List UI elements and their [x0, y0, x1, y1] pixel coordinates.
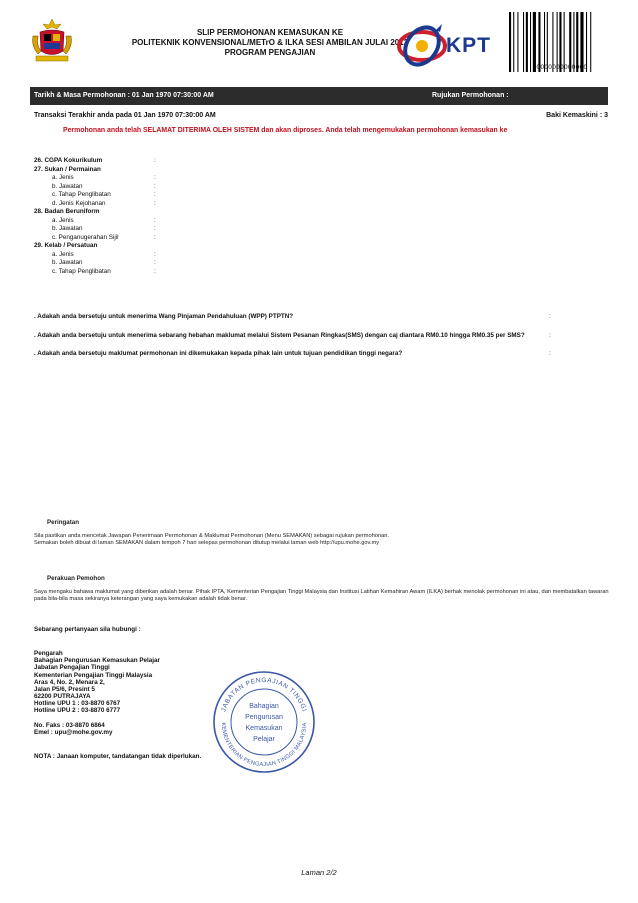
declaration-line-2: pada bila-bila masa sekiranya keterangan yang saya kemukakan adalah tidak benar. — [34, 596, 248, 603]
contact-address-line-4: Kementerian Pengajian Tinggi Malaysia — [34, 671, 153, 679]
cocurriculum-row — [34, 268, 434, 276]
malaysia-coat-of-arms-logo — [30, 18, 74, 64]
cocurriculum-label: b. Jawatan — [52, 259, 83, 266]
cocurriculum-label: c. Penganugerahan Sijil — [52, 233, 119, 241]
barcode-bar — [523, 12, 524, 72]
barcode-bar — [564, 12, 565, 72]
application-date-label: Tarikh & Masa Permohonan : 01 Jan 1970 07:30:00 AM — [34, 92, 214, 99]
cocurriculum-label: c. Tahap Penglibatan — [52, 191, 111, 198]
page-number: Laman 2/2 — [301, 868, 337, 877]
hotline-2: Hotline UPU 2 : 03-8870 6777 — [34, 707, 121, 715]
barcode-bar — [513, 12, 514, 72]
declaration-heading: Perakuan Pemohon — [47, 575, 105, 582]
contact-address-line-3: Jabatan Pengajian Tinggi — [34, 664, 110, 672]
barcode-bar — [573, 12, 574, 72]
cocurriculum-label: 29. Kelab / Persatuan — [34, 242, 98, 249]
cocurriculum-label: a. Jenis — [52, 216, 74, 224]
cocurriculum-section — [34, 157, 434, 277]
barcode-bar — [569, 12, 571, 72]
cocurriculum-row — [34, 225, 434, 233]
barcode-bar — [559, 12, 561, 72]
contact-address-line-5: Aras 4, No. 2, Menara 2, — [34, 678, 105, 686]
computer-generated-note: NOTA : Janaan komputer, tandatangan tidak diperlukan. — [34, 753, 202, 760]
cocurriculum-label: c. Tahap Penglibatan — [52, 267, 111, 275]
reminder-heading: Peringatan — [47, 519, 79, 526]
cocurriculum-label: 27. Sukan / Permainan — [34, 165, 101, 173]
question-sms-text: . Adakah anda bersetuju untuk menerima sebarang hebahan maklumat melalui Sistem Pesanan Ringkas(SMS) dengan caj diantara RM0.10 hingga RM0.35 per SMS? — [34, 332, 525, 339]
cocurriculum-colon: : — [154, 225, 156, 232]
cocurriculum-label: b. Jawatan — [52, 182, 83, 190]
cocurriculum-colon: : — [154, 191, 156, 198]
submission-notice: Permohonan anda telah SELAMAT DITERIMA OLEH SISTEM dan akan diproses. Anda telah mengemukakan permohonan kemasukan ke — [63, 127, 508, 134]
slip-title-line-2: POLITEKNIK KONVENSIONAL/METrO & ILKA SESI AMBILAN JULAI 2013 — [131, 38, 409, 47]
stamp-line-3: Kemasukan — [245, 725, 283, 732]
question-share-info — [34, 350, 612, 357]
barcode-bar — [580, 12, 583, 72]
cocurriculum-row — [34, 200, 434, 208]
slip-title-line-1: SLIP PERMOHONAN KEMASUKAN KE — [196, 28, 344, 37]
cocurriculum-row — [34, 234, 434, 242]
cocurriculum-label: b. Jawatan — [52, 225, 83, 232]
cocurriculum-colon: : — [154, 199, 156, 207]
barcode-bar — [557, 12, 558, 72]
barcode-bar — [530, 12, 531, 72]
cocurriculum-colon: : — [154, 216, 156, 224]
fax-number: No. Faks : 03-8870 6864 — [34, 722, 105, 729]
cocurriculum-label: d. Jenis Kejohanan — [52, 199, 106, 207]
cocurriculum-row — [34, 183, 434, 191]
cocurriculum-colon: : — [154, 250, 156, 258]
contact-address-line-1: Pengarah — [34, 650, 63, 657]
stamp-line-2: Pengurusan — [245, 714, 283, 721]
question-wpp-ptptn-colon: : — [549, 313, 551, 320]
cocurriculum-label: a. Jenis — [52, 174, 74, 181]
declaration-block — [34, 575, 614, 604]
stamp-bottom-text: KEMENTERIAN PENGAJIAN TINGGI MALAYSIA — [219, 722, 309, 769]
barcode-bar — [533, 12, 536, 72]
stamp-line-4: Pelajar — [253, 736, 275, 743]
cocurriculum-row — [34, 217, 434, 225]
cocurriculum-row — [34, 191, 434, 199]
barcode-number: 0000000000000 — [536, 64, 588, 71]
barcode-bar — [552, 12, 553, 72]
barcode-bar — [547, 12, 548, 72]
question-sms — [34, 332, 612, 339]
official-stamp — [210, 668, 318, 776]
application-reference-label: Rujukan Permohonan : — [432, 92, 509, 99]
barcode-bar — [590, 12, 591, 72]
application-info-bar — [30, 87, 608, 105]
kpt-logo — [396, 22, 500, 68]
transaction-row — [34, 112, 608, 119]
question-sms-colon: : — [549, 332, 551, 339]
cocurriculum-colon: : — [154, 182, 156, 190]
cocurriculum-label: 28. Badan Beruniform — [34, 208, 100, 215]
contact-address-line-6: Jalan P5/6, Presint 5 — [34, 686, 95, 694]
cocurriculum-row — [34, 166, 434, 174]
reminder-line-2: Semakan boleh dibuat di laman SEMAKAN dalam tempoh 7 hari selepas permohonan ditutup melalui laman web http://upu.mohe.gov.my — [34, 540, 380, 547]
slip-title-line-3: PROGRAM PENGAJIAN — [224, 48, 316, 57]
cocurriculum-row — [34, 208, 434, 216]
remaining-updates-label: Baki Kemaskini : 3 — [546, 112, 608, 119]
question-share-info-colon: : — [549, 350, 551, 357]
contact-intro: Sebarang pertanyaan sila hubungi : — [34, 626, 141, 633]
cocurriculum-colon: : — [154, 174, 156, 181]
question-wpp-ptptn-text: . Adakah anda bersetuju untuk menerima Wang Pinjaman Pendahuluan (WPP) PTPTN? — [34, 313, 294, 320]
question-share-info-text: . Adakah anda bersetuju maklumat permohonan ini dikemukakan kepada pihak lain untuk tujuan pendidikan tinggi negara? — [34, 350, 403, 357]
cocurriculum-row — [34, 259, 434, 267]
cocurriculum-colon: : — [154, 233, 156, 241]
hotline-1: Hotline UPU 1 : 03-8870 6767 — [34, 700, 121, 707]
declaration-line-1: Saya mengaku bahawa maklumat yang diberikan adalah benar. Pihak IPTA, Kementerian Pengajian Tinggi Malaysia dan Institusi Latihan Kemahiran Awam (ILKA) berhak menolak permohonan ini atau, dan membatalkan tawaran — [34, 589, 609, 596]
stamp-ring-text: JABATAN PENGAJIAN TINGGI — [220, 676, 308, 713]
last-transaction-label: Transaksi Terakhir anda pada 01 Jan 1970 07:30:00 AM — [34, 112, 216, 119]
contact-address-line-7: 62200 PUTRAJAYA — [34, 693, 91, 701]
cocurriculum-colon: : — [154, 267, 156, 275]
email-address: Emel : upu@mohe.gov.my — [34, 729, 113, 737]
cocurriculum-row — [34, 242, 434, 250]
cocurriculum-row — [34, 157, 434, 165]
cocurriculum-colon: : — [154, 259, 156, 266]
barcode-bar — [509, 12, 511, 72]
barcode-bar — [576, 12, 578, 72]
contact-address-line-2: Bahagian Pengurusan Kemasukan Pelajar — [34, 657, 160, 665]
cocurriculum-label: a. Jenis — [52, 250, 74, 258]
barcode-bar — [586, 12, 587, 72]
cocurriculum-label: 26. CGPA Kokurikulum — [34, 157, 103, 164]
barcode-bar — [517, 12, 518, 72]
barcode-bar — [526, 12, 528, 72]
reminder-block — [34, 519, 614, 548]
stamp-line-1: Bahagian — [249, 703, 279, 710]
cocurriculum-row — [34, 174, 434, 182]
cocurriculum-colon: : — [154, 157, 156, 164]
barcode-bar — [538, 12, 540, 72]
kpt-logo-text: KPT — [446, 34, 491, 57]
question-wpp-ptptn — [34, 313, 612, 320]
barcode-bar — [544, 12, 545, 72]
barcode — [508, 12, 616, 72]
cocurriculum-row — [34, 251, 434, 259]
reminder-line-1: Sila pastikan anda mencetak Jawapan Penerimaan Permohonan & Maklumat Permohonan (Menu SEMAKAN) sebagai rujukan permohonan. — [34, 533, 390, 540]
